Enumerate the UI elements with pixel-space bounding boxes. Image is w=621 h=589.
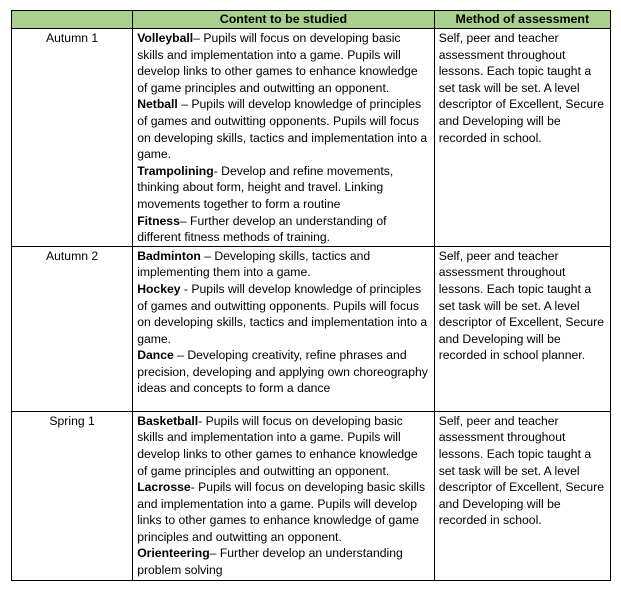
- topic-item: [137, 347, 430, 397]
- curriculum-table: [11, 10, 611, 581]
- topic-description: - Develop and refine movements, thinking about form, height and travel. Linking movements together to form a routine: [137, 163, 394, 211]
- term-cell: Spring 1: [12, 411, 133, 580]
- header-assessment: Method of assessment: [434, 11, 610, 29]
- topic-description: – Further develop an understanding problem solving: [137, 546, 403, 578]
- topic-description: - Pupils will focus on developing basic skills and implementation into a game. Pupils will develop links to other games to enhance knowledge of game principles and outwitting an opponent.: [137, 480, 426, 544]
- topic-description: – Developing skills, tactics and implementing them into a game.: [137, 248, 371, 280]
- topic-item: [137, 545, 430, 578]
- content-cell: [133, 411, 435, 580]
- topic-item: [137, 30, 430, 96]
- topic-name: Fitness: [137, 213, 180, 228]
- table-row: [12, 411, 611, 580]
- table-row: [12, 29, 611, 247]
- topic-name: Orienteering: [137, 546, 210, 561]
- topic-item: [137, 163, 430, 213]
- topic-item: [137, 213, 430, 246]
- assessment-cell: Self, peer and teacher assessment throughout lessons. Each topic taught a set task will be set. A level descriptor of Excellent, Secure and Developing will be recorded in school.: [434, 29, 610, 247]
- table-row: [12, 246, 611, 411]
- topic-name: Dance: [137, 348, 174, 363]
- topic-description: – Developing creativity, refine phrases and precision, developing and applying own choreography ideas and concepts to form a dance: [137, 348, 428, 396]
- topic-item: [137, 281, 430, 347]
- content-cell: [133, 246, 435, 411]
- topic-item: [137, 96, 430, 162]
- term-cell: Autumn 2: [12, 246, 133, 411]
- topic-name: Basketball: [137, 413, 199, 428]
- topic-name: Trampolining: [137, 163, 214, 178]
- topic-description: – Pupils will focus on developing basic skills and implementation into a game. Pupils will develop links to other games to enhance knowledge of game principles and outwitting an opponent.: [137, 31, 418, 95]
- topic-name: Badminton: [137, 248, 201, 263]
- header-term: [12, 11, 133, 29]
- topic-name: Volleyball: [137, 31, 194, 45]
- content-cell: [133, 29, 435, 247]
- topic-item: [137, 479, 430, 545]
- assessment-cell: Self, peer and teacher assessment throughout lessons. Each topic taught a set task will be set. A level descriptor of Excellent, Secure and Developing will be recorded in school.: [434, 411, 610, 580]
- term-cell: Autumn 1: [12, 29, 133, 247]
- assessment-cell: Self, peer and teacher assessment throughout lessons. Each topic taught a set task will be set. A level descriptor of Excellent, Secure and Developing will be recorded in school planner.: [434, 246, 610, 411]
- header-row: [12, 11, 611, 29]
- topic-name: Netball: [137, 97, 178, 112]
- topic-description: – Further develop an understanding of different fitness methods of training.: [137, 213, 387, 245]
- topic-item: [137, 413, 430, 479]
- topic-description: – Pupils will develop knowledge of principles of games and outwitting opponents. Pupils will focus on developing skills, tactics and implementation into a game.: [137, 97, 428, 162]
- topic-item: [137, 248, 430, 281]
- header-content: Content to be studied: [133, 11, 435, 29]
- topic-description: - Pupils will focus on developing basic skills and implementation into a game. Pupils will develop links to other games to enhance knowledge of game principles and outwitting an opponent.: [137, 413, 418, 478]
- topic-name: Hockey: [137, 281, 181, 296]
- topic-description: - Pupils will develop knowledge of principles of games and outwitting opponents. Pupils will focus on developing skills, tactics and implementation into a game.: [137, 281, 428, 346]
- topic-name: Lacrosse: [137, 480, 191, 495]
